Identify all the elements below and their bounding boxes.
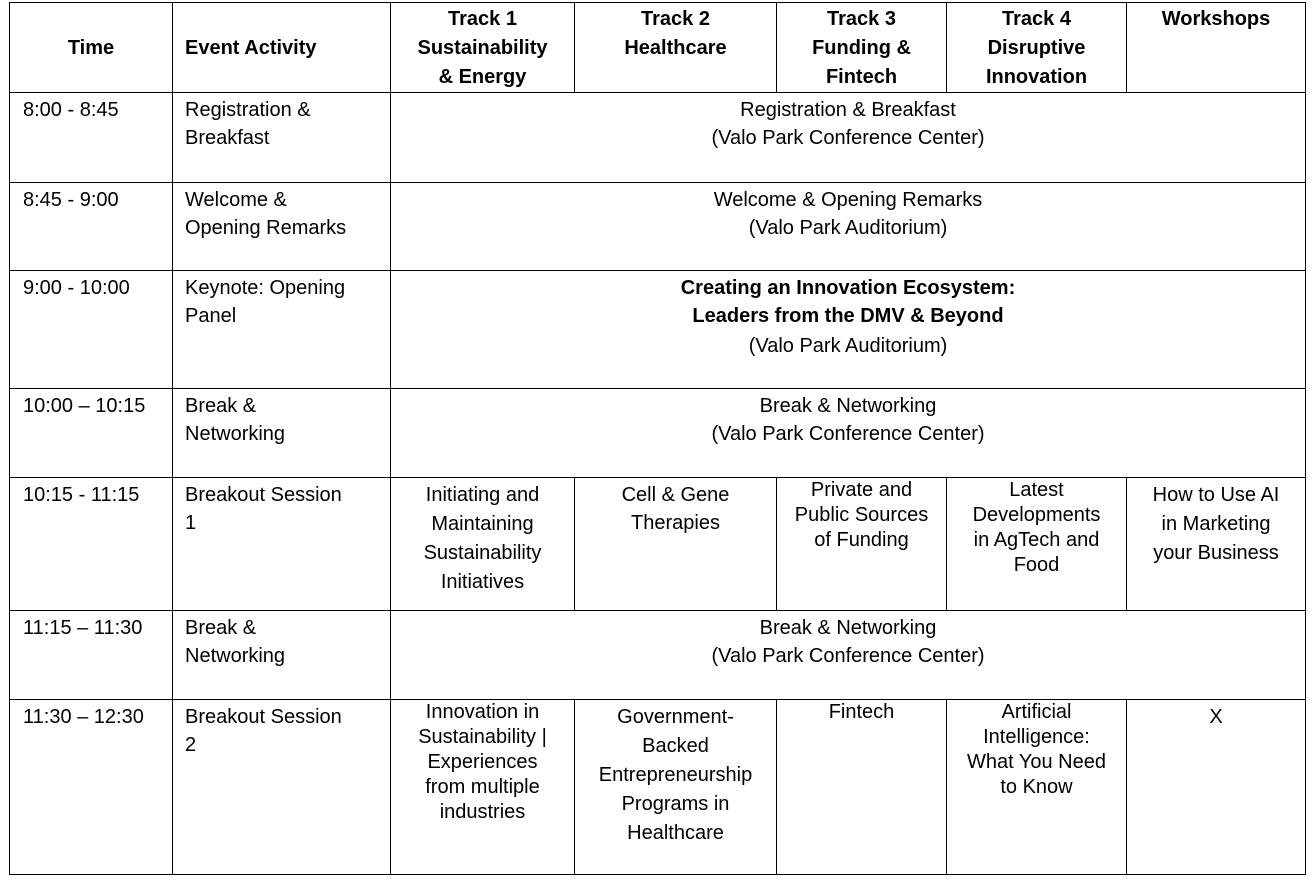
schedule-row xyxy=(10,700,1306,875)
session-line: X xyxy=(1209,706,1223,728)
schedule-row xyxy=(10,389,1306,478)
time-cell: 9:00 - 10:00 xyxy=(10,271,173,389)
time-cell: 11:15 – 11:30 xyxy=(10,611,173,700)
header-line: Funding & xyxy=(812,37,911,59)
schedule-table xyxy=(9,2,1306,875)
event-line: Breakout Session xyxy=(185,484,342,506)
span-line: (Valo Park Conference Center) xyxy=(711,423,985,445)
keynote-title-line: Creating an Innovation Ecosystem: xyxy=(680,277,1016,299)
session-line: Entrepreneurship xyxy=(598,764,753,786)
header-line: Track 3 xyxy=(827,8,896,30)
session-line: your Business xyxy=(1153,542,1279,564)
session-cell-track-1 xyxy=(391,700,575,875)
span-line: (Valo Park Conference Center) xyxy=(711,645,985,667)
event-line: Break & xyxy=(185,395,257,417)
spanning-cell xyxy=(391,93,1306,183)
session-line: Backed xyxy=(642,735,709,757)
header-row xyxy=(10,3,1306,93)
span-line: Break & Networking xyxy=(759,395,937,417)
session-line: What You Need xyxy=(967,751,1106,773)
session-line: Sustainability xyxy=(423,542,542,564)
span-line: (Valo Park Auditorium) xyxy=(748,217,948,239)
header-time: Time xyxy=(10,3,173,93)
time-cell: 10:15 - 11:15 xyxy=(10,478,173,611)
event-line: Break & xyxy=(185,617,257,639)
event-cell xyxy=(173,700,391,875)
event-line: Opening Remarks xyxy=(185,217,347,239)
session-line: industries xyxy=(439,801,526,823)
header-line: & Energy xyxy=(438,66,527,88)
event-line: Networking xyxy=(185,645,286,667)
header-line: Track 1 xyxy=(448,8,517,30)
session-line: Experiences xyxy=(427,751,538,773)
session-line: Healthcare xyxy=(627,822,724,844)
spanning-cell xyxy=(391,389,1306,478)
session-line: Initiating and xyxy=(425,484,540,506)
event-line: Welcome & xyxy=(185,189,287,211)
session-line: Private and xyxy=(810,479,913,501)
session-line: Public Sources xyxy=(794,504,929,526)
header-track-1 xyxy=(391,3,575,93)
session-line: How to Use AI xyxy=(1152,484,1280,506)
event-line: Registration & xyxy=(185,99,311,121)
event-cell xyxy=(173,478,391,611)
session-line: in AgTech and xyxy=(973,529,1100,551)
event-line: Breakout Session xyxy=(185,706,342,728)
session-line: to Know xyxy=(1000,776,1073,798)
event-cell xyxy=(173,93,391,183)
schedule-row xyxy=(10,271,1306,389)
session-line: Innovation in xyxy=(425,701,540,723)
session-cell-track-2 xyxy=(575,478,777,611)
event-cell xyxy=(173,611,391,700)
session-cell-track-3 xyxy=(777,478,947,611)
header-line: Sustainability xyxy=(417,37,548,59)
session-line: Therapies xyxy=(631,512,720,534)
event-line: 1 xyxy=(185,512,197,534)
header-track-4 xyxy=(947,3,1127,93)
spanning-cell xyxy=(391,183,1306,271)
session-line: Developments xyxy=(972,504,1101,526)
header-line: Healthcare xyxy=(624,37,727,59)
schedule-row xyxy=(10,183,1306,271)
session-line: Initiatives xyxy=(440,571,525,593)
session-line: Programs in xyxy=(621,793,730,815)
header-line: Innovation xyxy=(985,66,1088,88)
session-line: Government- xyxy=(617,706,734,728)
time-cell: 8:00 - 8:45 xyxy=(10,93,173,183)
header-line: Fintech xyxy=(825,66,898,88)
session-line: Food xyxy=(1013,554,1060,576)
event-cell xyxy=(173,183,391,271)
session-cell-workshops xyxy=(1127,478,1306,611)
event-line: Keynote: Opening xyxy=(185,277,346,299)
span-line: Registration & Breakfast xyxy=(740,99,956,121)
header-line: Workshops xyxy=(1161,8,1271,30)
time-cell: 11:30 – 12:30 xyxy=(10,700,173,875)
event-line: Panel xyxy=(185,305,237,327)
event-cell xyxy=(173,389,391,478)
span-line: Welcome & Opening Remarks xyxy=(713,189,983,211)
session-line: in Marketing xyxy=(1161,513,1271,535)
session-cell-track-4 xyxy=(947,700,1127,875)
session-line: Fintech xyxy=(828,701,895,723)
keynote-cell xyxy=(391,271,1306,389)
session-line: of Funding xyxy=(814,529,909,551)
time-cell: 8:45 - 9:00 xyxy=(10,183,173,271)
event-cell xyxy=(173,271,391,389)
header-line: Track 4 xyxy=(1002,8,1071,30)
schedule-row xyxy=(10,93,1306,183)
header-track-3 xyxy=(777,3,947,93)
keynote-title-line: Leaders from the DMV & Beyond xyxy=(692,305,1004,327)
span-line: (Valo Park Auditorium) xyxy=(748,335,948,357)
schedule-row xyxy=(10,611,1306,700)
session-line: Maintaining xyxy=(431,513,534,535)
header-workshops xyxy=(1127,3,1306,93)
session-cell-workshops xyxy=(1127,700,1306,875)
session-line: Intelligence: xyxy=(983,726,1090,748)
session-cell-track-1 xyxy=(391,478,575,611)
session-line: Artificial xyxy=(1001,701,1072,723)
session-cell-track-3 xyxy=(777,700,947,875)
header-track-2 xyxy=(575,3,777,93)
header-line: Track 2 xyxy=(641,8,710,30)
session-cell-track-4 xyxy=(947,478,1127,611)
session-line: Cell & Gene xyxy=(621,484,730,506)
schedule-row xyxy=(10,478,1306,611)
session-cell-track-2 xyxy=(575,700,777,875)
session-line: Sustainability | xyxy=(418,726,547,748)
span-line: (Valo Park Conference Center) xyxy=(711,127,985,149)
header-line: Disruptive xyxy=(987,37,1086,59)
spanning-cell xyxy=(391,611,1306,700)
span-line: Break & Networking xyxy=(759,617,937,639)
event-line: Networking xyxy=(185,423,286,445)
header-event-activity: Event Activity xyxy=(173,3,391,93)
event-line: Breakfast xyxy=(185,127,270,149)
time-cell: 10:00 – 10:15 xyxy=(10,389,173,478)
event-line: 2 xyxy=(185,734,197,756)
session-line: from multiple xyxy=(425,776,540,798)
session-line: Latest xyxy=(1009,479,1064,501)
